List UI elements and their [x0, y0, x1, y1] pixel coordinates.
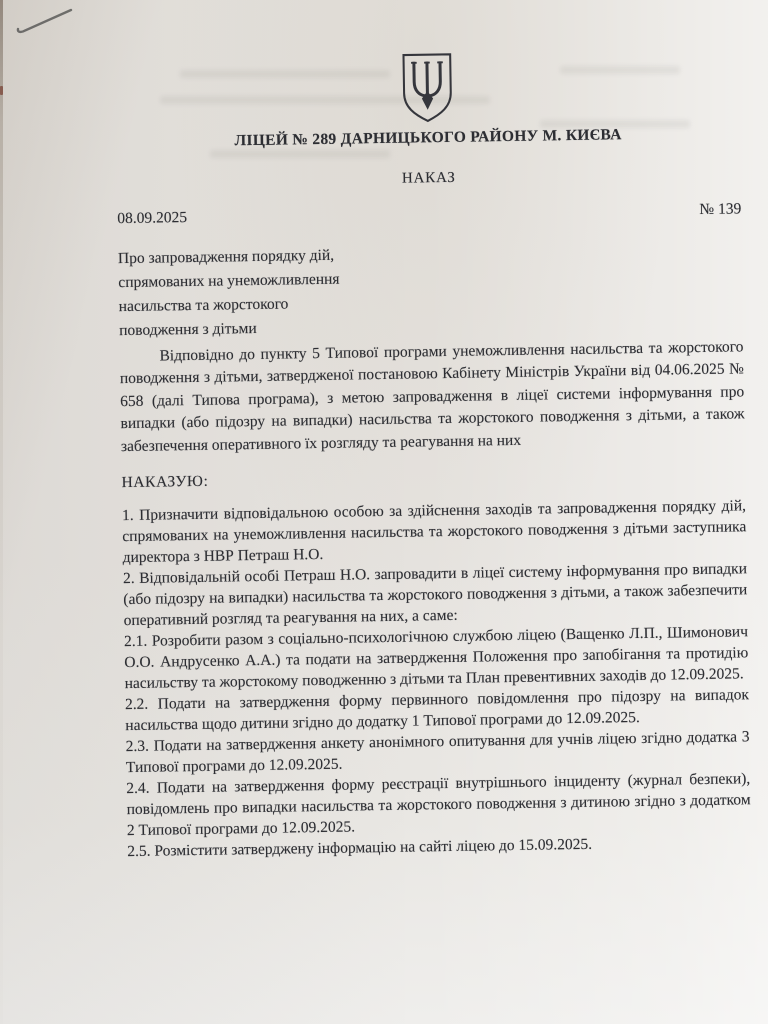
order-item-2-4: 2.4. Подати на затвердження форму реєстрації внутрішнього інциденту (журнал безпеки), повідомлень про випадки насильства та жорстокого поводження з дитиною згідно з додатком 2 Типової програми до 12.09.2025.: [126, 770, 751, 840]
subject-line: насильства та жорстокого: [118, 295, 289, 316]
document-date: 08.09.2025: [117, 209, 188, 228]
subject-line: спрямованих на унеможливлення: [118, 270, 340, 292]
institution-name: ЛІЦЕЙ № 289 ДАРНИЦЬКОГО РАЙОНУ М. КИЄВА: [234, 126, 622, 150]
order-item-2-1: 2.1. Розробити разом з соціально-психологічною службою ліцею (Ващенко Л.П., Шимонович О.О. Андрусенко А.А.) та подати на затвердження Положення про запобігання та протидію насильству та жорстокому поводженню з дітьми та План превентивних заходів до 12.09.2025.: [123, 623, 749, 693]
preamble-paragraph: Відповідно до пункту 5 Типової програми унеможливлення насильства та жорстокого поводження з дітьми, затвердженої постановою Кабінету Міністрів України від 04.06.2025 № 658 (далі Типова програма), з метою запровадження в ліцеї системи інформування про випадки (або підозру на випадки) насильства та жорстокого поводження з дітьми, а також забезпечення оперативного їх розгляду та реагування на них: [119, 338, 745, 455]
subject-line: поводження з дітьми: [118, 319, 257, 340]
order-item-2-3: 2.3. Подати на затвердження анкету анонімного опитування для учнів ліцею згідно додатка 3 Типової програми до 12.09.2025.: [125, 728, 750, 777]
order-items: [122, 495, 752, 862]
order-word: НАКАЗУЮ:: [121, 472, 209, 492]
subject-line: Про запровадження порядку дій,: [117, 246, 335, 268]
order-item-2: 2. Відповідальній особі Петраш Н.О. запровадити в ліцеї систему інформування про випадки (або підозру на випадки) насильства та жорстокого поводження з дітьми, а також забезпечити оперативний розгляд та реагування на них, а саме:: [122, 560, 748, 630]
document-subject: [118, 237, 743, 343]
document-number: № 139: [699, 200, 742, 219]
order-item-2-2: 2.2. Подати на затвердження форму первинного повідомлення про підозру на випадок насильства щодо дитини згідно до додатку 1 Типової програми до 12.09.2025.: [124, 686, 750, 735]
order-item-1: 1. Призначити відповідальною особою за здійснення заходів та запровадження порядку дій, спрямованих на унеможливлення насильства та жорстокого поводження з дітьми заступника директора з НВР Петраш Н.О.: [121, 497, 747, 567]
date-number-row: [117, 198, 741, 229]
document-type-heading: НАКАЗ: [401, 169, 456, 187]
order-item-2-5: 2.5. Розмістити затверджену інформацію на сайті ліцею до 15.09.2025.: [127, 835, 593, 861]
ukraine-trident-emblem-icon: [399, 51, 456, 126]
